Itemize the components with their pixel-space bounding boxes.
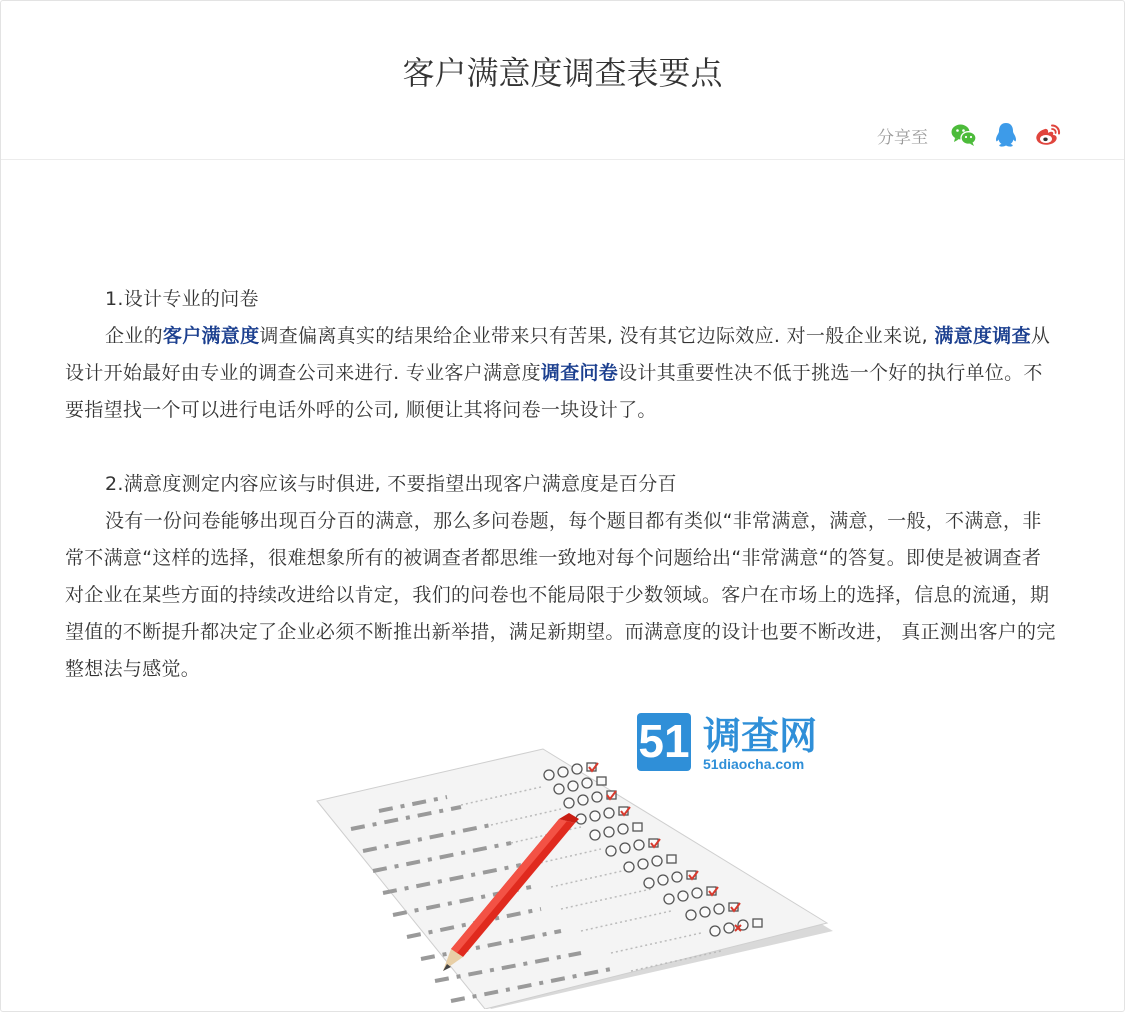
share-bar (877, 119, 1064, 151)
text-fragment: 从设计开始最好由专业的调查公司来进行. 专业客户满意度 (65, 325, 1051, 384)
survey-illustration (311, 709, 871, 1009)
keyword-link-customer-satisfaction[interactable]: 客户满意度 (162, 325, 260, 347)
site-logo (637, 713, 817, 772)
article-header (1, 1, 1124, 160)
logo-number: 51 (638, 715, 690, 767)
weibo-icon[interactable] (1032, 119, 1064, 151)
qq-icon[interactable] (990, 119, 1022, 151)
section-1-paragraph (65, 318, 1057, 429)
section-2-heading: 2.满意度测定内容应该与时俱进, 不要指望出现客户满意度是百分百 (105, 473, 677, 495)
keyword-link-satisfaction-survey[interactable]: 满意度调查 (934, 325, 1031, 347)
text-fragment: 设计其重要性决不低于挑选一个好的执行单位。不要指望找一个可以进行电话外呼的公司, 顺便让其将问卷一块设计了。 (65, 362, 1043, 421)
article-body (65, 281, 1057, 688)
section-2-paragraph: 没有一份问卷能够出现百分百的满意，那么多问卷题，每个题目都有类似“非常满意，满意，一般，不满意，非常不满意“这样的选择，很难想象所有的被调查者都思维一致地对每个问题给出“非常满意“的答复。即使是被调查者对企业在某些方面的持续改进给以肯定，我们的问卷也不能局限于少数领域。客户在市场上的选择，信息的流通，期望值的不断提升都决定了企业必须不断推出新举措，满足新期望。而满意度的设计也要不断改进， 真正测出客户的完整想法与感觉。 (65, 510, 1056, 680)
share-label: 分享至 (877, 127, 928, 148)
logo-url-text: 51diaocha.com (703, 756, 805, 772)
keyword-link-questionnaire[interactable]: 调查问卷 (540, 362, 619, 384)
wechat-icon[interactable] (948, 119, 980, 151)
page-title: 客户满意度调查表要点 (402, 54, 723, 92)
text-fragment: 企业的 (105, 325, 163, 347)
survey-sheet-image (311, 709, 871, 1009)
logo-text: 调查网 (703, 714, 818, 758)
section-1-heading: 1.设计专业的问卷 (105, 288, 259, 310)
text-fragment: 调查偏离真实的结果给企业带来只有苦果, 没有其它边际效应. 对一般企业来说, (259, 325, 935, 347)
